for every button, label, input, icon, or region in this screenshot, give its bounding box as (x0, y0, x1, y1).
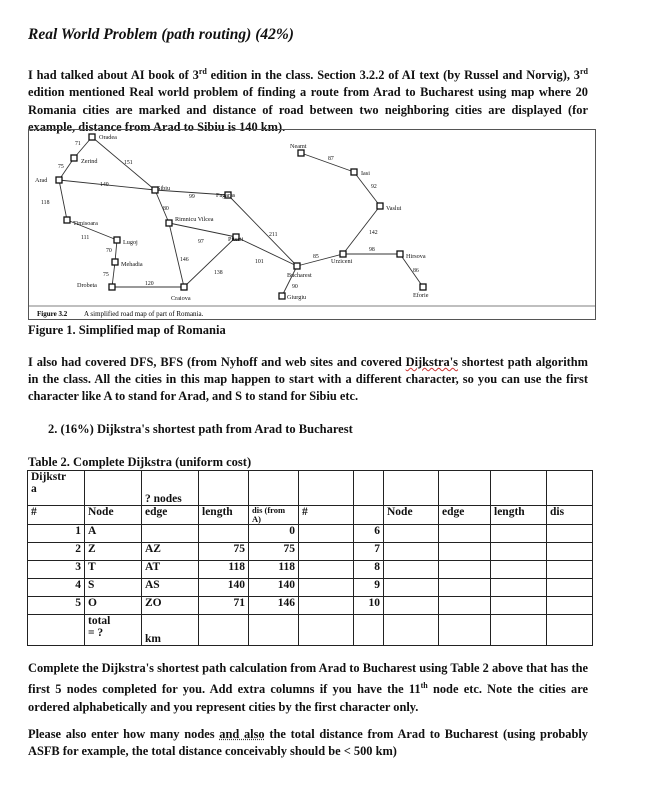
instructions-part2: node etc. Note the cities are ordered alphabetically and you represent cities by the first character only. (28, 682, 589, 714)
col-edge-2: edge (439, 506, 491, 525)
cell-dis[interactable]: 75 (249, 543, 299, 561)
cell-n2: 8 (354, 561, 384, 579)
city-fagaras: Fagaras (216, 192, 236, 199)
cell-dis[interactable]: 0 (249, 525, 299, 543)
col-hash: # (28, 506, 85, 525)
cell-n2: 9 (354, 579, 384, 597)
col-node-2: Node (384, 506, 439, 525)
cell-total-blank-2 (299, 615, 354, 646)
figure-caption: Figure 1. Simplified map of Romania (28, 323, 226, 337)
city-neamt: Neamt (290, 143, 307, 150)
th-empty-6 (384, 471, 439, 506)
instructions-paragraph (28, 660, 588, 716)
page-title: Real World Problem (path routing) (42%) (28, 26, 294, 43)
col-empty (354, 506, 384, 525)
intro-part2: edition in the class. Section 3.2.2 of AI text (by Russel and Norvig), 3 (206, 68, 580, 83)
city-mehadia: Mehadia (121, 261, 143, 268)
cell-length[interactable] (199, 525, 249, 543)
th-empty-3 (249, 471, 299, 506)
table-column-header-row (28, 506, 593, 525)
cell-length[interactable]: 75 (199, 543, 249, 561)
city-hirsova: Hirsova (406, 253, 426, 260)
th-dijkstra-a: Dijkstr (31, 471, 67, 483)
cell-dis2[interactable] (547, 579, 593, 597)
cell-blank (299, 525, 354, 543)
cell-n: 3 (28, 561, 85, 579)
cell-length2[interactable] (491, 561, 547, 579)
cell-dis[interactable]: 146 (249, 597, 299, 615)
cell-edge[interactable]: AZ (142, 543, 199, 561)
cell-edge2[interactable] (439, 597, 491, 615)
dijkstras-word: Dijkstra's (405, 355, 458, 369)
th-empty-5 (354, 471, 384, 506)
city-zerind: Zerind (81, 158, 98, 165)
cell-node2[interactable] (384, 525, 439, 543)
th-empty-9 (547, 471, 593, 506)
th-dijkstra (28, 471, 85, 506)
dist-hirsova-eforie: 86 (413, 268, 419, 274)
answer-part1: Please also enter how many nodes (28, 727, 220, 741)
cell-dis2[interactable] (547, 597, 593, 615)
cell-dis[interactable]: 140 (249, 579, 299, 597)
cell-total-blank (28, 615, 85, 646)
cell-n2: 7 (354, 543, 384, 561)
city-oradea: Oradea (99, 134, 117, 141)
cell-node[interactable]: S (85, 579, 142, 597)
table-row (28, 525, 593, 543)
cell-n: 1 (28, 525, 85, 543)
cell-node2[interactable] (384, 597, 439, 615)
intro-paragraph (28, 63, 588, 136)
map-svg (29, 130, 595, 319)
dist-oradea-zerind: 71 (75, 141, 81, 147)
cell-node[interactable]: O (85, 597, 142, 615)
cell-blank (299, 561, 354, 579)
intro-part3: edition mentioned Real world problem of finding a route from Arad to Bucharest using map where 20 Romania cities are marked and distance of road between two neighboring cities are displayed (for example, distance from Arad to Sibiu is 140 km). (28, 85, 588, 134)
cell-km: km (142, 615, 199, 646)
cell-length2[interactable] (491, 597, 547, 615)
dist-craiova-pitesti: 138 (214, 270, 223, 276)
cell-n: 5 (28, 597, 85, 615)
cell-total (85, 615, 142, 646)
cell-length[interactable]: 140 (199, 579, 249, 597)
cell-n: 4 (28, 579, 85, 597)
th-dijkstra-b: a (31, 483, 37, 495)
cell-total-blank-5[interactable] (439, 615, 491, 646)
city-lugoj: Lugoj (123, 239, 138, 246)
col-length-2: length (491, 506, 547, 525)
th-empty-8 (491, 471, 547, 506)
cell-length2[interactable] (491, 525, 547, 543)
dist-vaslui-iasi: 92 (371, 184, 377, 190)
cell-n2: 6 (354, 525, 384, 543)
city-drobeta: Drobeta (77, 282, 97, 289)
table-row (28, 579, 593, 597)
cell-dis2[interactable] (547, 561, 593, 579)
total-label: total (88, 615, 111, 627)
dist-fagaras-bucharest: 211 (269, 232, 278, 238)
cell-n: 2 (28, 543, 85, 561)
th-empty-2 (199, 471, 249, 506)
cell-edge2[interactable] (439, 579, 491, 597)
city-giurgiu: Giurgiu (287, 294, 307, 301)
dist-arad-timisoara: 118 (41, 200, 50, 206)
city-iasi: Iasi (361, 170, 370, 177)
city-timisoara: Timisoara (73, 220, 98, 227)
cell-edge[interactable] (142, 525, 199, 543)
dist-urziceni-hirsova: 98 (369, 247, 375, 253)
cell-length[interactable]: 71 (199, 597, 249, 615)
instructions-part1: Complete the Dijkstra's shortest path calculation from Arad to Bucharest using Table 2 above that has the first 5 nodes completed for you. Add extra columns if you have the 11 (28, 661, 588, 697)
cell-edge[interactable]: AT (142, 561, 199, 579)
figure-text: A simplified road map of part of Romania. (84, 310, 204, 318)
cell-blank (299, 543, 354, 561)
cell-node2[interactable] (384, 543, 439, 561)
table-caption: Table 2. Complete Dijkstra (uniform cost) (28, 455, 252, 469)
cell-blank (299, 597, 354, 615)
dist-rimnicu-craiova: 146 (180, 257, 189, 263)
dist-bucharest-urziceni: 85 (313, 254, 319, 260)
answer-part2: the total distance from Arad to Bucharest (using probably ASFB for example, the total distance conceivably should be < 500 km) (28, 727, 589, 759)
col-node: Node (85, 506, 142, 525)
cell-edge2[interactable] (439, 561, 491, 579)
cell-total-blank-4[interactable] (384, 615, 439, 646)
total-eq: = ? (88, 627, 104, 639)
cell-edge[interactable]: ZO (142, 597, 199, 615)
dist-arad-sibiu: 140 (100, 182, 109, 188)
dist-iasi-neamt: 87 (328, 156, 334, 162)
methods-paragraph (28, 354, 588, 406)
dijkstra-table (27, 470, 593, 646)
cell-node[interactable]: T (85, 561, 142, 579)
cell-blank (299, 579, 354, 597)
cell-total-blank-7[interactable] (547, 615, 593, 646)
city-markers (56, 134, 426, 299)
cell-node[interactable]: Z (85, 543, 142, 561)
col-length: length (199, 506, 249, 525)
city-labels (35, 134, 429, 302)
cell-edge2[interactable] (439, 543, 491, 561)
col-dis-from: dis (from A) (249, 506, 299, 525)
th-empty-7 (439, 471, 491, 506)
distance-labels (41, 141, 419, 290)
dist-sibiu-rimnicu: 80 (163, 206, 169, 212)
col-hash-2: # (299, 506, 354, 525)
answer-paragraph (28, 726, 588, 760)
city-rimnicu: Rimnicu Vilcea (175, 216, 214, 223)
cell-length[interactable]: 118 (199, 561, 249, 579)
col-edge: edge (142, 506, 199, 525)
road-lines (59, 137, 423, 296)
table-row (28, 597, 593, 615)
cell-total-blank-3 (354, 615, 384, 646)
th-nodes: ? nodes (142, 471, 199, 506)
cell-dis2[interactable] (547, 543, 593, 561)
th-empty-1 (85, 471, 142, 506)
city-sibiu: Sibiu (157, 185, 171, 192)
intro-sup2: rd (580, 67, 588, 76)
instructions-sup: th (420, 681, 428, 691)
city-eforie: Eforie (413, 292, 429, 299)
col-dis-2: dis (547, 506, 593, 525)
figure-label: Figure 3.2 (37, 310, 68, 318)
cell-dis2[interactable] (547, 525, 593, 543)
question-heading: 2. (16%) Dijkstra's shortest path from Arad to Bucharest (48, 422, 353, 436)
city-craiova: Craiova (171, 295, 191, 302)
methods-part2: shortest path algorithm in the class. All the cities in this map happen to start with a different character, so you can use the first character like A to stand for Arad, and S to stand for Sibiu etc. (28, 355, 588, 404)
intro-part1: I had talked about AI book of 3 (28, 68, 199, 83)
methods-part1: I also had covered DFS, BFS (from Nyhoff and web sites and covered (28, 355, 406, 369)
dist-bucharest-giurgiu: 90 (292, 284, 298, 290)
city-vaslui: Vaslui (386, 205, 402, 212)
dist-zerind-arad: 75 (58, 164, 64, 170)
dist-drobeta-craiova: 120 (145, 281, 154, 287)
city-bucharest: Bucharest (287, 272, 312, 279)
cell-edge2[interactable] (439, 525, 491, 543)
intro-sup1: rd (198, 67, 207, 76)
cell-node[interactable]: A (85, 525, 142, 543)
cell-dis[interactable]: 118 (249, 561, 299, 579)
cell-length2[interactable] (491, 543, 547, 561)
table-row (28, 543, 593, 561)
cell-total-length[interactable] (199, 615, 249, 646)
cell-total-blank-6[interactable] (491, 615, 547, 646)
dist-timisoara-lugoj: 111 (81, 235, 90, 241)
cell-total-dis[interactable] (249, 615, 299, 646)
city-arad: Arad (35, 177, 48, 184)
dist-mehadia-drobeta: 75 (103, 272, 109, 278)
dist-oradea-sibiu: 151 (124, 160, 133, 166)
th-empty-4 (299, 471, 354, 506)
cell-node2[interactable] (384, 561, 439, 579)
and-also-phrase: and also (219, 727, 265, 741)
dist-rimnicu-pitesti: 97 (198, 239, 204, 245)
city-pitesti: Pitesti (228, 236, 244, 243)
table-row (28, 561, 593, 579)
romania-map (28, 129, 596, 320)
cell-n2: 10 (354, 597, 384, 615)
dist-pitesti-bucharest: 101 (255, 259, 264, 265)
table-total-row (28, 615, 593, 646)
cell-edge[interactable]: AS (142, 579, 199, 597)
cell-node2[interactable] (384, 579, 439, 597)
dist-lugoj-mehadia: 70 (106, 248, 112, 254)
city-urziceni: Urziceni (331, 258, 353, 265)
dist-urziceni-vaslui: 142 (369, 230, 378, 236)
dist-sibiu-fagaras: 99 (189, 194, 195, 200)
cell-length2[interactable] (491, 579, 547, 597)
